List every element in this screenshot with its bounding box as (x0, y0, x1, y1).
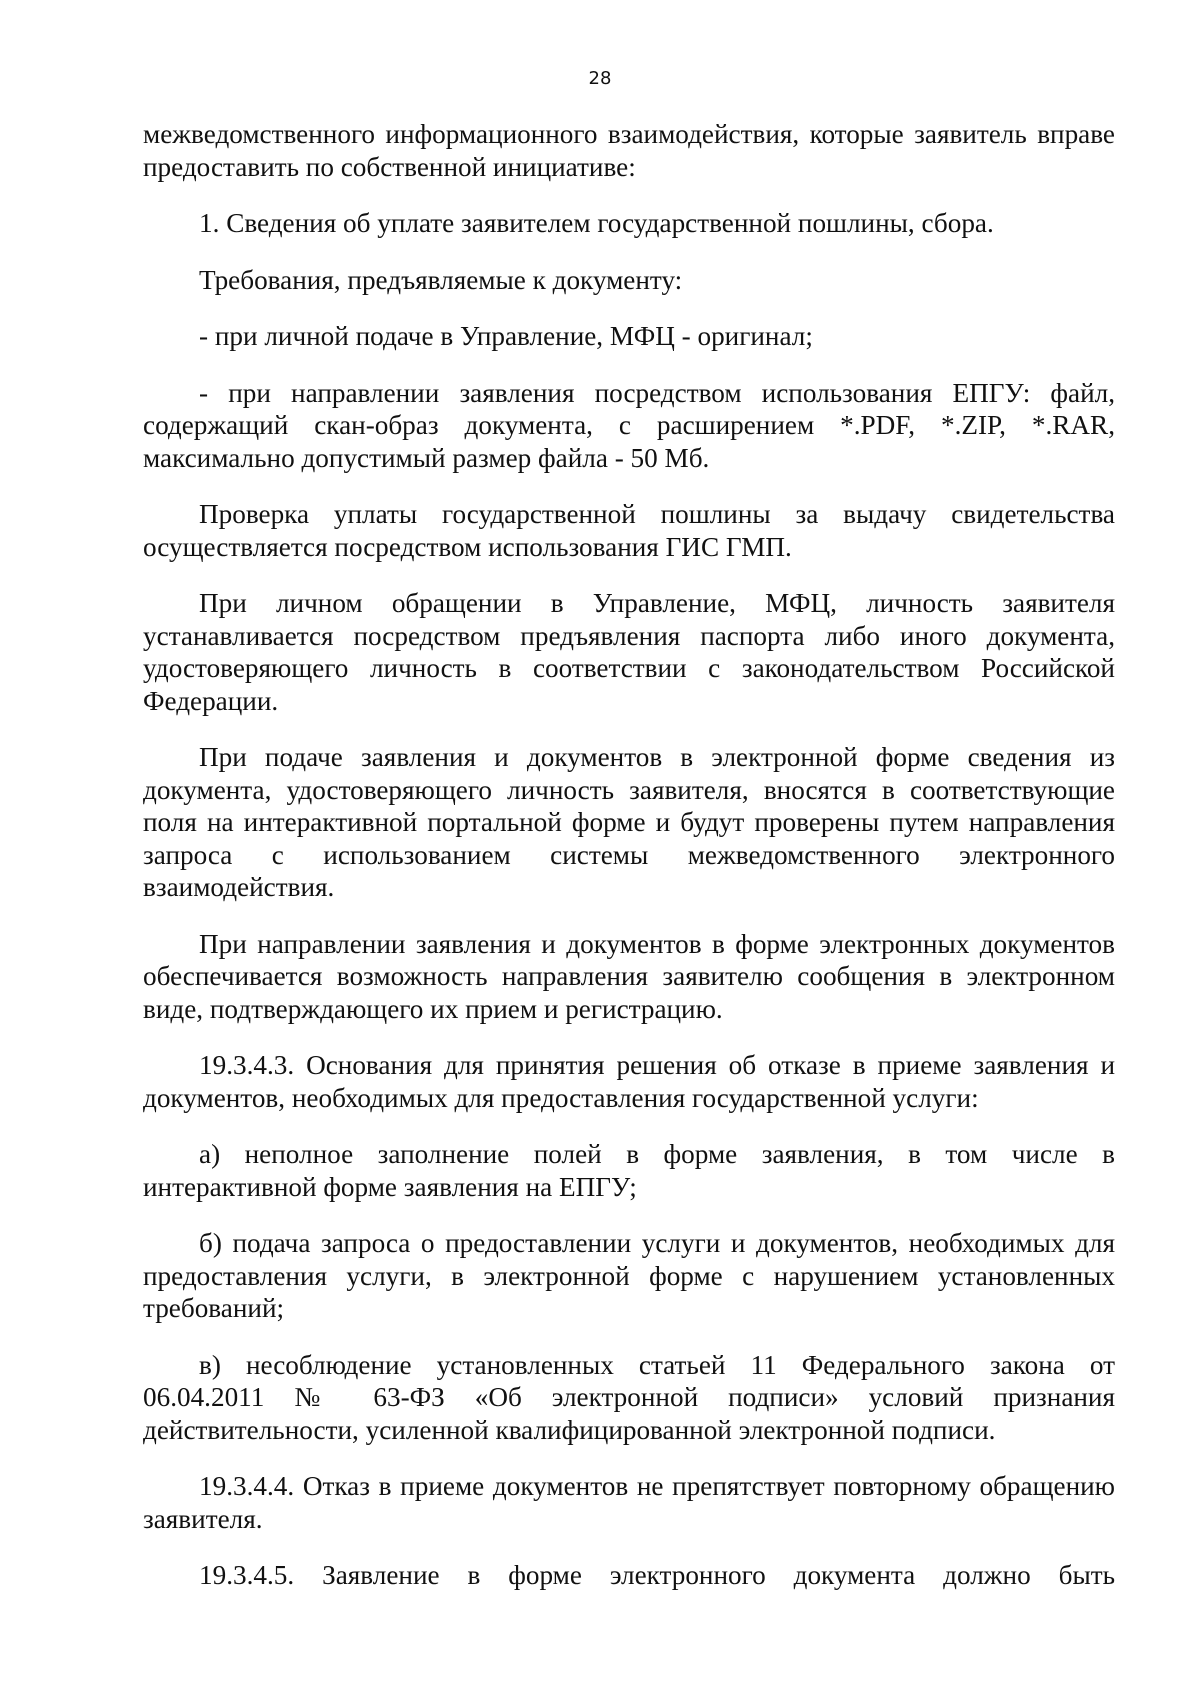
paragraph-reason-c: в) несоблюдение установленных статьей 11 Федерального закона от 06.04.2011 № 63-ФЗ «Об электронной подписи» условий признания действительности, усиленной квалифицированной электронной подписи. (143, 1349, 1115, 1445)
paragraph-epgu-submission: - при направлении заявления посредством использования ЕПГУ: файл, содержащий скан-образ документа, с расширением *.PDF, *.ZIP, *.RAR, максимально допустимый размер файла - 50 Мб. (143, 377, 1115, 473)
paragraph-confirmation-message: При направлении заявления и документов в форме электронных документов обеспечивается возможность направления заявителю сообщения в электронном виде, подтверждающего их прием и регистрацию. (143, 928, 1115, 1024)
paragraph-item-1: 1. Сведения об уплате заявителем государственной пошлины, сбора. (199, 208, 994, 238)
paragraph-reason-b: б) подача запроса о предоставлении услуги и документов, необходимых для предоставления услуги, в электронной форме с нарушением установленных требований; (143, 1228, 1115, 1323)
page-number: 28 (588, 68, 612, 89)
paragraph-section-19-3-4-5: 19.3.4.5. Заявление в форме электронного документа должно быть (199, 1560, 1115, 1590)
paragraph-reason-a: а) неполное заполнение полей в форме заявления, в том числе в интерактивной форме заявления на ЕПГУ; (143, 1139, 1115, 1202)
document-body (143, 118, 1115, 1616)
paragraph-section-19-3-4-3: 19.3.4.3. Основания для принятия решения об отказе в приеме заявления и документов, необходимых для предоставления государственной услуги: (143, 1050, 1115, 1113)
paragraph-identity-electronic: При подаче заявления и документов в электронной форме сведения из документа, удостоверяющего личность заявителя, вносятся в соответствующие поля на интерактивной портальной форме и будут проверены путем направления запроса с использованием системы межведомственного электронного взаимодействия. (143, 742, 1115, 902)
paragraph-fee-check: Проверка уплаты государственной пошлины за выдачу свидетельства осуществляется посредством использования ГИС ГМП. (143, 499, 1115, 562)
paragraph-section-19-3-4-4: 19.3.4.4. Отказ в приеме документов не препятствует повторному обращению заявителя. (143, 1471, 1115, 1534)
paragraph-personal-submission: - при личной подаче в Управление, МФЦ - оригинал; (199, 321, 813, 351)
paragraph-requirements-heading: Требования, предъявляемые к документу: (199, 264, 683, 295)
paragraph-identity-personal: При личном обращении в Управление, МФЦ, личность заявителя устанавливается посредством предъявления паспорта либо иного документа, удостоверяющего личность в соответствии с законодательством Российской Федерации. (143, 588, 1115, 716)
paragraph-continuation: межведомственного информационного взаимодействия, которые заявитель вправе предоставить по собственной инициативе: (143, 119, 1115, 182)
